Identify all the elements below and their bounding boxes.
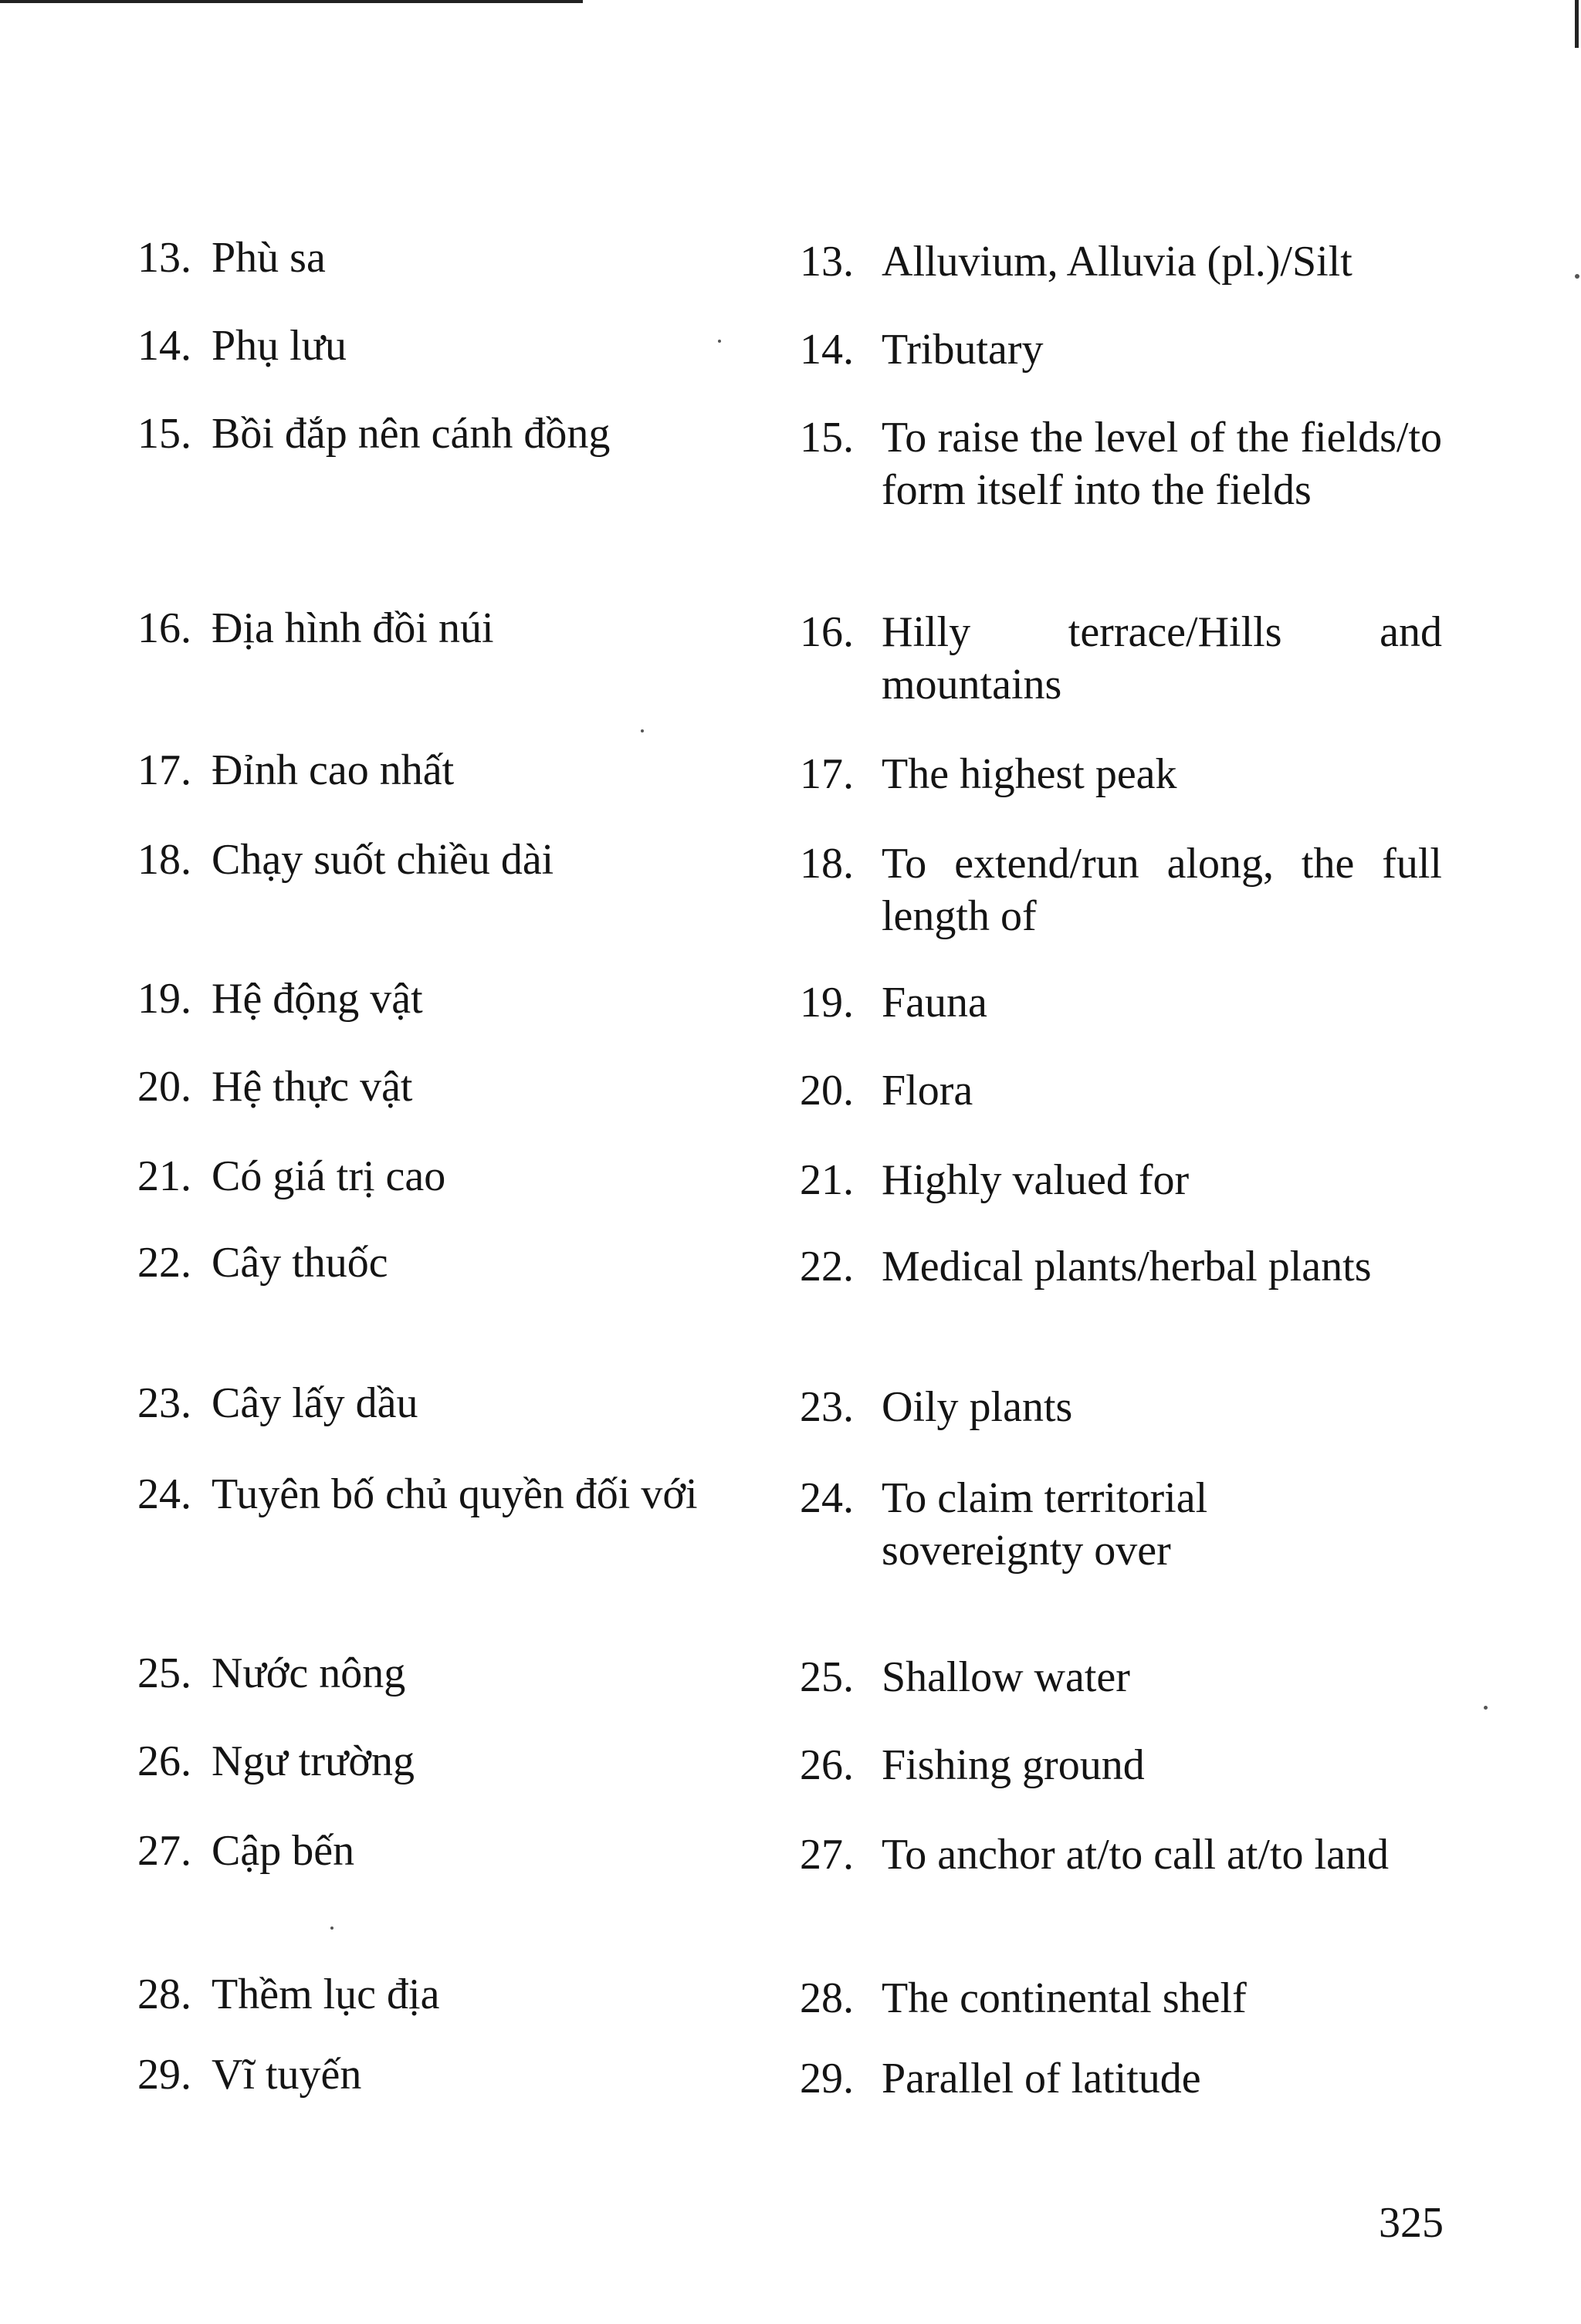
item-number: 14. [800,326,854,374]
scan-speck [1484,1706,1488,1710]
vietnamese-term: Phù sa [212,234,326,282]
item-number: 17. [137,746,191,794]
item-number: 20. [137,1063,191,1111]
english-term: To raise the level of the fields/to form itself into the fields [882,414,1442,514]
item-number: 21. [800,1156,854,1204]
item-number: 19. [800,979,854,1027]
vietnamese-term: Thềm lục địa [212,1970,440,2018]
item-number: 27. [800,1831,854,1879]
item-number: 20. [800,1067,854,1115]
vietnamese-term: Hệ thực vật [212,1063,413,1111]
vietnamese-term: Vĩ tuyến [212,2051,362,2099]
vietnamese-term: Có giá trị cao [212,1152,446,1200]
vietnamese-term: Ngư trường [212,1737,415,1785]
english-term: To claim territorial sovereignty over [882,1474,1208,1575]
item-number: 24. [800,1474,854,1522]
english-term: Fishing ground [882,1741,1145,1789]
english-term: Oily plants [882,1383,1073,1431]
item-number: 13. [137,234,191,282]
item-number: 19. [137,975,191,1023]
item-number: 29. [137,2051,191,2099]
item-number: 18. [137,836,191,884]
item-number: 25. [800,1653,854,1701]
english-term: Parallel of latitude [882,2055,1201,2102]
item-number: 15. [800,414,854,462]
english-term: Flora [882,1067,973,1115]
vietnamese-term: Nước nông [212,1649,406,1697]
english-term: To anchor at/to call at/to land [882,1831,1389,1879]
item-number: 16. [800,608,854,656]
item-number: 23. [800,1383,854,1431]
item-number: 15. [137,410,191,458]
vietnamese-term: Chạy suốt chiều dài [212,836,554,884]
item-number: 24. [137,1470,191,1518]
english-term: Shallow water [882,1653,1130,1701]
item-number: 22. [800,1243,854,1291]
english-term: Highly valued for [882,1156,1190,1204]
english-term: Alluvium, Alluvia (pl.)/Silt [882,238,1352,286]
page-number: 325 [1379,2199,1444,2247]
vietnamese-term: Cây thuốc [212,1239,388,1287]
item-number: 29. [800,2055,854,2102]
item-number: 27. [137,1827,191,1875]
item-number: 17. [800,750,854,798]
vietnamese-term: Cập bến [212,1827,355,1875]
edge-mark [1575,0,1579,48]
vietnamese-term: Phụ lưu [212,322,347,370]
scan-speck [641,729,644,732]
scan-speck [330,1927,333,1930]
english-term: Fauna [882,979,987,1027]
item-number: 28. [137,1970,191,2018]
vietnamese-term: Đỉnh cao nhất [212,746,455,794]
vietnamese-term: Hệ động vật [212,975,423,1023]
vietnamese-term: Bồi đắp nên cánh đồng [212,410,611,458]
vietnamese-term: Tuyên bố chủ quyền đối với [212,1470,698,1518]
item-number: 18. [800,840,854,888]
english-term: The highest peak [882,750,1177,798]
vietnamese-term: Địa hình đồi núi [212,604,494,652]
item-number: 23. [137,1379,191,1427]
item-number: 14. [137,322,191,370]
top-rule [0,0,583,3]
item-number: 26. [137,1737,191,1785]
english-term: Hilly terrace/Hills and mountains [882,608,1442,709]
vietnamese-term: Cây lấy dầu [212,1379,418,1427]
item-number: 25. [137,1649,191,1697]
item-number: 28. [800,1974,854,2022]
item-number: 13. [800,238,854,286]
scan-speck [1575,274,1579,279]
english-term: To extend/run along, the full length of [882,840,1442,940]
english-term: Medical plants/herbal plants [882,1243,1372,1291]
item-number: 22. [137,1239,191,1287]
english-term: Tributary [882,326,1044,374]
item-number: 26. [800,1741,854,1789]
item-number: 21. [137,1152,191,1200]
item-number: 16. [137,604,191,652]
english-term: The continental shelf [882,1974,1247,2022]
